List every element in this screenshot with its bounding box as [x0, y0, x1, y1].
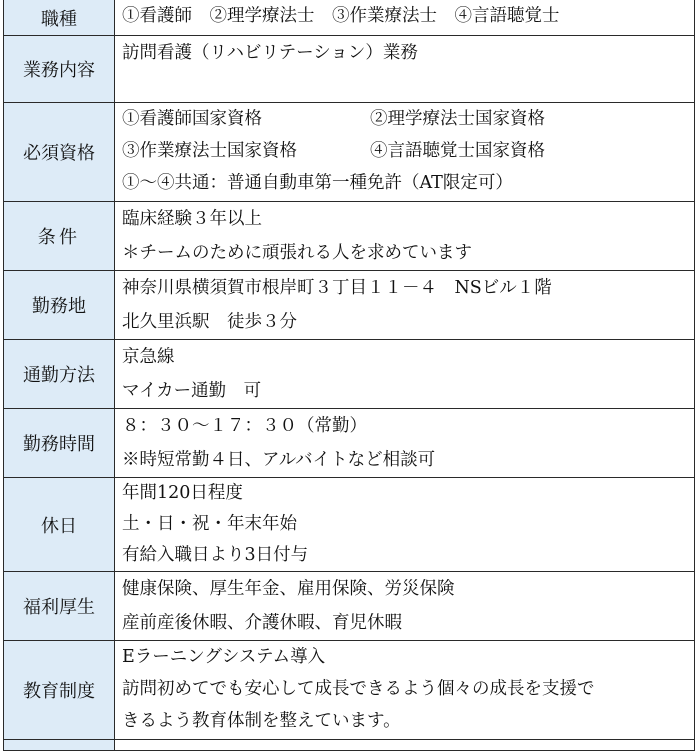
hissu-line: [122, 103, 694, 135]
row-hissu: [4, 103, 695, 202]
value-kyoiku: [115, 641, 695, 740]
value-tsukin: [115, 340, 695, 409]
tsukin-line: マイカー通勤 可: [122, 381, 262, 401]
label-gyomu: 業務内容: [4, 36, 115, 103]
jikan-line: ※時短常勤４日、アルバイトなど相談可: [122, 450, 436, 470]
row-tsukin: [4, 340, 695, 409]
row-shokushu: [4, 0, 695, 36]
shokushu-item: ④言語聴覚士: [454, 6, 560, 26]
value-hissu: [115, 103, 695, 202]
row-kyujitsu: [4, 478, 695, 572]
value-fukuri: [115, 572, 695, 641]
kyujitsu-line: 土・日・祝・年末年始: [122, 514, 297, 534]
value-gyomu: [115, 36, 695, 103]
label-joken-text: 条件: [37, 227, 81, 248]
qualification-item: ①看護師国家資格: [122, 109, 262, 129]
joken-line: 臨床経験３年以上: [122, 209, 262, 229]
label-jikan: 勤務時間: [4, 409, 115, 478]
qualification-item: ④言語聴覚士国家資格: [370, 141, 545, 161]
row-fukuri: [4, 572, 695, 641]
hissu-line: [122, 135, 694, 167]
row-jikan: [4, 409, 695, 478]
label-cut-off: [4, 740, 115, 751]
shokushu-item: ③作業療法士: [332, 6, 437, 26]
kyujitsu-line: 年間120日程度: [122, 483, 243, 503]
shokushu-item: ②理学療法士: [209, 6, 315, 26]
label-kyoiku: 教育制度: [4, 641, 115, 740]
label-shokushu: 職種: [4, 0, 115, 36]
row-kinmuchi: [4, 271, 695, 340]
label-tsukin: 通勤方法: [4, 340, 115, 409]
joken-line: ＊チームのために頑張れる人を求めています: [122, 243, 472, 263]
row-kyoiku: [4, 641, 695, 740]
row-gyomu: [4, 36, 695, 103]
label-kyujitsu: 休日: [4, 478, 115, 572]
kinmuchi-line: 神奈川県横須賀市根岸町３丁目１１－４ NSビル１階: [122, 278, 552, 298]
gyomu-line: 訪問看護（リハビリテーション）業務: [122, 43, 418, 63]
kyujitsu-line: 有給入職日より3日付与: [122, 545, 309, 565]
value-joken: [115, 202, 695, 271]
shokushu-line: [122, 0, 694, 33]
value-cut-off: [115, 740, 695, 751]
shokushu-item: ①看護師: [122, 6, 192, 26]
value-shokushu: [115, 0, 695, 36]
fukuri-line: 健康保険、厚生年金、雇用保険、労災保険: [122, 579, 455, 599]
kyoiku-line: きるよう教育体制を整えています。: [122, 711, 401, 731]
label-hissu: 必須資格: [4, 103, 115, 202]
value-kyujitsu: [115, 478, 695, 572]
label-joken: [4, 202, 115, 271]
job-info-table: [3, 0, 695, 751]
kinmuchi-line: 北久里浜駅 徒歩３分: [122, 312, 297, 332]
kyoiku-line: 訪問初めてでも安心して成長できるよう個々の成長を支援で: [122, 679, 595, 699]
tsukin-line: 京急線: [122, 347, 175, 367]
kyoiku-line: Eラーニングシステム導入: [122, 647, 326, 667]
value-jikan: [115, 409, 695, 478]
qualification-item: ③作業療法士国家資格: [122, 141, 297, 161]
fukuri-line: 産前産後休暇、介護休暇、育児休暇: [122, 613, 402, 633]
hissu-common-line: ①～④共通：普通自動車第一種免許（AT限定可）: [122, 173, 513, 193]
value-kinmuchi: [115, 271, 695, 340]
qualification-item: ②理学療法士国家資格: [370, 109, 545, 129]
label-fukuri: 福利厚生: [4, 572, 115, 641]
row-joken: [4, 202, 695, 271]
jikan-line: ８：３０～１７：３０（常勤）: [122, 416, 367, 436]
row-cut-off: [4, 740, 695, 751]
label-kinmuchi: 勤務地: [4, 271, 115, 340]
